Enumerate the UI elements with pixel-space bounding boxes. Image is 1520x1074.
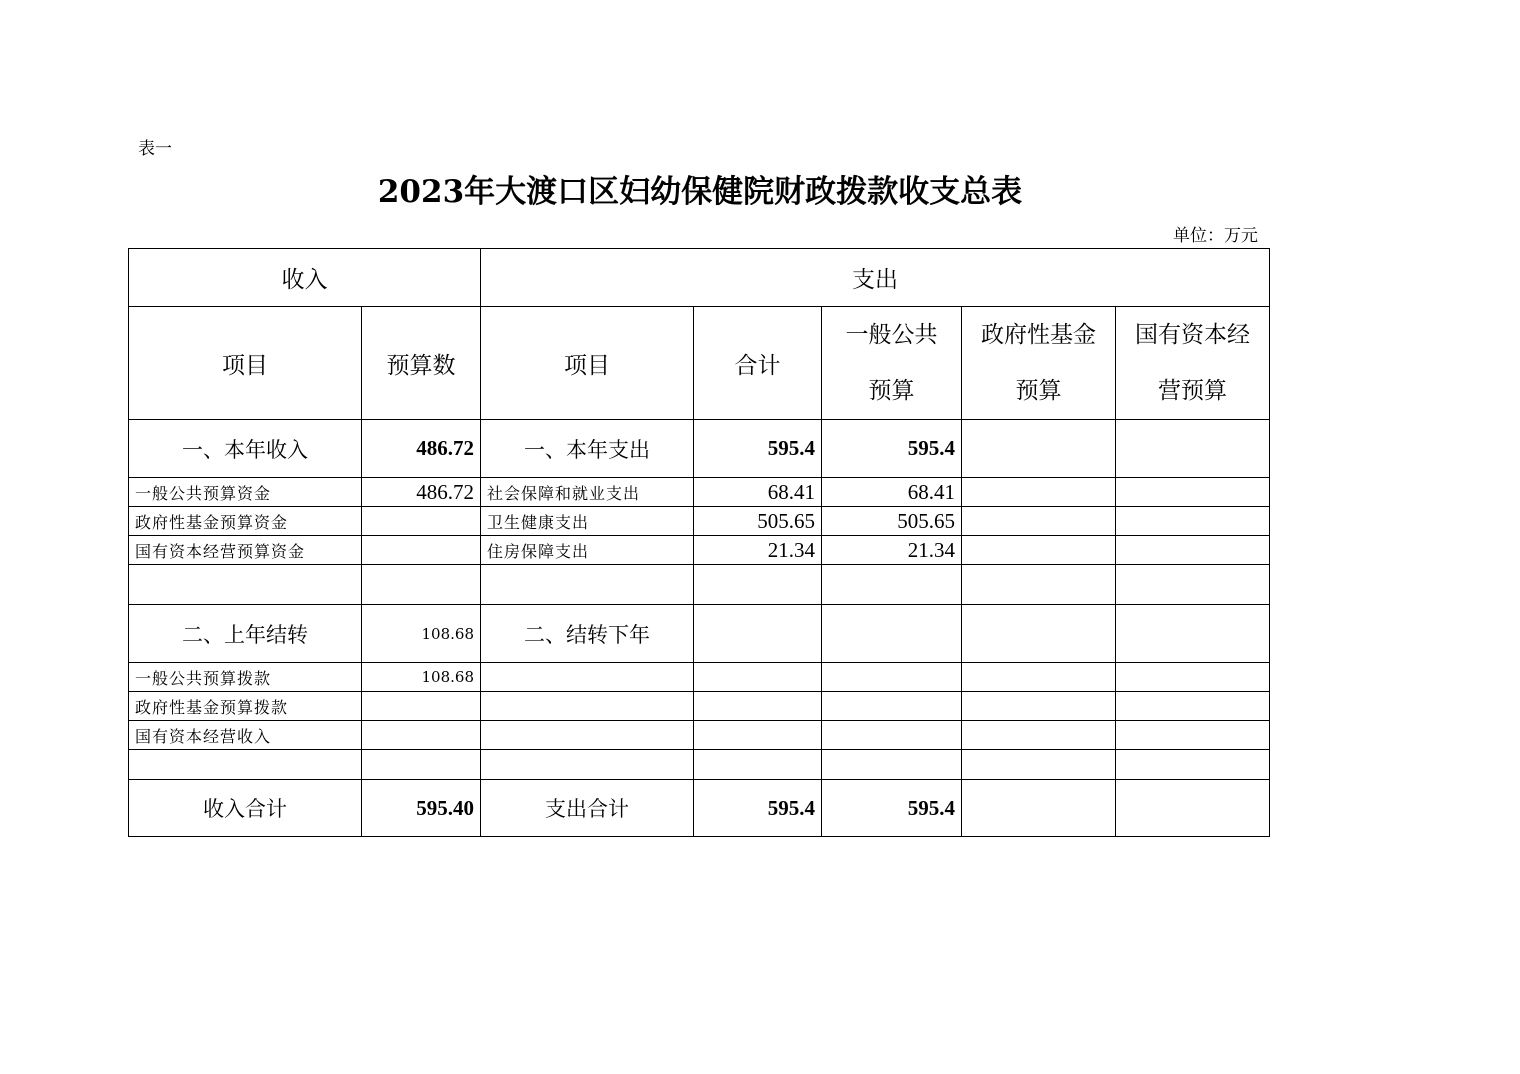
- income-total-label: 收入合计: [129, 780, 362, 837]
- expense-general-value: 595.4: [822, 420, 962, 478]
- budget-summary-table: [128, 248, 1270, 837]
- empty-cell: [362, 507, 481, 536]
- expense-general-value: 21.34: [822, 536, 962, 565]
- table-row: [129, 478, 1270, 507]
- table-row: [129, 536, 1270, 565]
- expense-section-label: 二、结转下年: [481, 605, 694, 663]
- expense-total-value: 505.65: [694, 507, 822, 536]
- expense-general-value: 68.41: [822, 478, 962, 507]
- expense-item: 社会保障和就业支出: [481, 478, 694, 507]
- col-state-capital: 国有资本经营预算: [1116, 307, 1270, 420]
- table-number-label: 表一: [138, 139, 172, 159]
- income-header: 收入: [129, 249, 481, 307]
- empty-cell: [1116, 507, 1270, 536]
- empty-cell: [962, 692, 1116, 721]
- empty-cell: [694, 750, 822, 780]
- empty-cell: [694, 663, 822, 692]
- empty-cell: [822, 565, 962, 605]
- empty-cell: [962, 750, 1116, 780]
- col-income-budget: 预算数: [362, 307, 481, 420]
- expense-item: 卫生健康支出: [481, 507, 694, 536]
- empty-cell: [822, 605, 962, 663]
- table-row: [129, 605, 1270, 663]
- col-income-item: 项目: [129, 307, 362, 420]
- column-header-row: [129, 307, 1270, 420]
- col-general-public: 一般公共预算: [822, 307, 962, 420]
- expense-total-value: 21.34: [694, 536, 822, 565]
- empty-cell: [481, 692, 694, 721]
- col-gov-fund: 政府性基金预算: [962, 307, 1116, 420]
- col-expense-item: 项目: [481, 307, 694, 420]
- table-row: [129, 692, 1270, 721]
- empty-cell: [362, 565, 481, 605]
- expense-header: 支出: [481, 249, 1270, 307]
- empty-cell: [962, 663, 1116, 692]
- empty-cell: [1116, 692, 1270, 721]
- empty-cell: [962, 565, 1116, 605]
- empty-cell: [1116, 565, 1270, 605]
- empty-cell: [481, 721, 694, 750]
- income-item: 政府性基金预算拨款: [129, 692, 362, 721]
- income-section-value: 108.68: [362, 605, 481, 663]
- income-section-value: 486.72: [362, 420, 481, 478]
- empty-cell: [962, 780, 1116, 837]
- empty-cell: [822, 663, 962, 692]
- empty-cell: [822, 692, 962, 721]
- expense-section-label: 一、本年支出: [481, 420, 694, 478]
- empty-cell: [481, 663, 694, 692]
- empty-cell: [1116, 721, 1270, 750]
- income-item: 国有资本经营收入: [129, 721, 362, 750]
- expense-item: 住房保障支出: [481, 536, 694, 565]
- empty-cell: [962, 721, 1116, 750]
- table-row: [129, 721, 1270, 750]
- table-row: [129, 750, 1270, 780]
- empty-cell: [129, 750, 362, 780]
- empty-cell: [694, 692, 822, 721]
- empty-cell: [362, 536, 481, 565]
- income-total-value: 595.40: [362, 780, 481, 837]
- table-row: [129, 507, 1270, 536]
- empty-cell: [962, 536, 1116, 565]
- empty-cell: [481, 750, 694, 780]
- empty-cell: [694, 565, 822, 605]
- income-item: 一般公共预算资金: [129, 478, 362, 507]
- empty-cell: [822, 750, 962, 780]
- col-total: 合计: [694, 307, 822, 420]
- empty-cell: [1116, 605, 1270, 663]
- empty-cell: [1116, 750, 1270, 780]
- income-item: 一般公共预算拨款: [129, 663, 362, 692]
- empty-cell: [694, 721, 822, 750]
- income-value: 108.68: [362, 663, 481, 692]
- table-header-row: [129, 249, 1270, 307]
- empty-cell: [1116, 780, 1270, 837]
- income-section-label: 一、本年收入: [129, 420, 362, 478]
- income-item: 国有资本经营预算资金: [129, 536, 362, 565]
- totals-row: [129, 780, 1270, 837]
- empty-cell: [1116, 663, 1270, 692]
- income-section-label: 二、上年结转: [129, 605, 362, 663]
- income-value: 486.72: [362, 478, 481, 507]
- expense-general-value: 505.65: [822, 507, 962, 536]
- empty-cell: [1116, 536, 1270, 565]
- table-row: [129, 663, 1270, 692]
- empty-cell: [962, 605, 1116, 663]
- expense-total-label: 支出合计: [481, 780, 694, 837]
- expense-total-value: 68.41: [694, 478, 822, 507]
- empty-cell: [822, 721, 962, 750]
- page-title: 2023年大渡口区妇幼保健院财政拨款收支总表: [377, 174, 1023, 210]
- empty-cell: [362, 692, 481, 721]
- empty-cell: [1116, 420, 1270, 478]
- empty-cell: [962, 478, 1116, 507]
- empty-cell: [362, 750, 481, 780]
- empty-cell: [1116, 478, 1270, 507]
- expense-total-value: 595.4: [694, 780, 822, 837]
- empty-cell: [962, 420, 1116, 478]
- empty-cell: [694, 605, 822, 663]
- empty-cell: [962, 507, 1116, 536]
- income-item: 政府性基金预算资金: [129, 507, 362, 536]
- empty-cell: [362, 721, 481, 750]
- expense-total-value: 595.4: [694, 420, 822, 478]
- empty-cell: [481, 565, 694, 605]
- expense-general-value: 595.4: [822, 780, 962, 837]
- table-row: [129, 420, 1270, 478]
- empty-cell: [129, 565, 362, 605]
- table-row: [129, 565, 1270, 605]
- unit-label: 单位：万元: [1173, 226, 1258, 246]
